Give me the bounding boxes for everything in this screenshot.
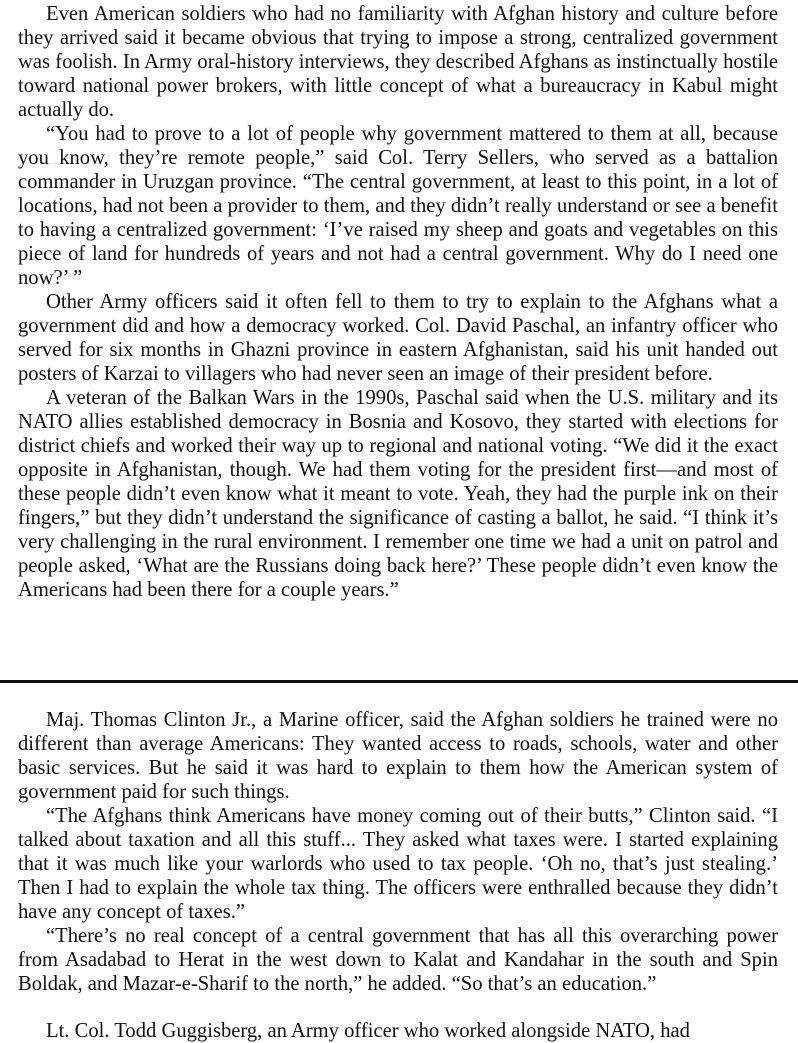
- paragraph-central-government: “There’s no real concept of a central government that has all this overarching power from Asadabad to Herat in the west down to Kalat and Kandahar in the south and Spin Boldak, and Mazar-e-Sharif to the north,” he added. “So that’s an education.”: [18, 925, 778, 995]
- paragraph-clinton-taxes: “The Afghans think Americans have money coming out of their butts,” Clinton said. “I talked about taxation and all this stuff... They asked what taxes were. I started explaining that it was much like your warlords who used to tax people. ‘Oh no, that’s just stealing.’ Then I had to explain the whole tax thing. The officers were enthralled because they didn’t have any concept of taxes.”: [18, 805, 778, 923]
- truncated-line: Lt. Col. Todd Guggisberg, an Army officer who worked alongside NATO, had: [46, 1020, 690, 1042]
- paragraph-paschal-posters: Other Army officers said it often fell to them to try to explain to the Afghans what a government did and how a democracy worked. Col. David Paschal, an infantry officer who served for six months in Ghazni province in eastern Afghanistan, said his unit handed out posters of Karzai to villagers who had never seen an image of their president before.: [18, 291, 778, 385]
- top-text-block: [18, 2, 778, 602]
- paragraph-balkan-veteran: A veteran of the Balkan Wars in the 1990s, Paschal said when the U.S. military and its NATO allies established democracy in Bosnia and Kosovo, they started with elections for district chiefs and worked their way up to regional and national voting. “We did it the exact opposite in Afghanistan, though. We had them voting for the president first—and most of these people didn’t even know what it meant to vote. Yeah, they had the purple ink on their fingers,” but they didn’t understand the significance of casting a ballot, he said. “I think it’s very challenging in the rural environment. I remember one time we had a unit on patrol and people asked, ‘What are the Russians doing back here?’ These people didn’t even know the Americans had been there for a couple years.”: [18, 387, 778, 601]
- section-divider: [0, 680, 798, 683]
- bottom-text-block: [18, 708, 778, 996]
- paragraph-sellers-quote: “You had to prove to a lot of people why government mattered to them at all, because you know, they’re remote people,” said Col. Terry Sellers, who served as a battalion commander in Uruzgan province. “The central government, at least to this point, in a lot of locations, had not been a provider to them, and they didn’t really understand or see a benefit to having a centralized government: ‘I’ve raised my sheep and goats and vegetables on this piece of land for hundreds of years and not had a central government. Why do I need one now?’ ”: [18, 123, 778, 289]
- paragraph-clinton-intro: Maj. Thomas Clinton Jr., a Marine officer, said the Afghan soldiers he trained were no different than average Americans: They wanted access to roads, schools, water and other basic services. But he said it was hard to explain to them how the American system of government paid for such things.: [18, 709, 778, 803]
- paragraph-soldiers-familiarity: Even American soldiers who had no familiarity with Afghan history and culture before they arrived said it became obvious that trying to impose a strong, centralized government was foolish. In Army oral-history interviews, they described Afghans as instinctually hostile toward national power brokers, with little concept of what a bureaucracy in Kabul might actually do.: [18, 3, 778, 121]
